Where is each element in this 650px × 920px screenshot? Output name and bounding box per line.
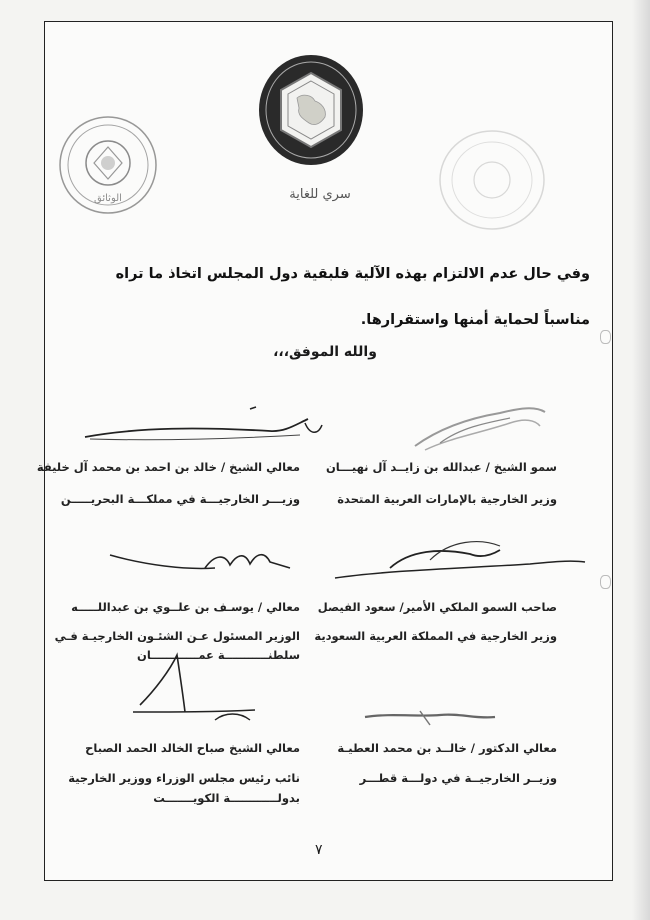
signature-oman — [105, 540, 295, 585]
binder-hole — [600, 330, 611, 344]
signatory-bahrain-title: وزيـــر الخارجيـــة في مملكـــة البحريـــــن — [60, 492, 300, 506]
signatory-qatar-name: معالي الدكتور / خالــد بن محمد العطيـة — [337, 741, 557, 755]
closing-phrase: والله الموفق،،، — [273, 344, 377, 360]
signature-kuwait — [125, 650, 275, 730]
signature-uae — [410, 398, 550, 458]
scan-edge — [632, 0, 650, 920]
signatory-saudi-title: وزير الخارجية في المملكة العربية السعودية — [314, 629, 557, 643]
signatory-bahrain-name: معالي الشيخ / خالد بن احمد بن محمد آل خليفة — [36, 460, 300, 474]
paragraph-line-2: مناسباً لحماية أمنها واستقرارها. — [360, 312, 590, 328]
binder-hole — [600, 575, 611, 589]
signatory-saudi-name: صاحب السمو الملكي الأمير/ سعود الفيصل — [317, 600, 557, 614]
signatory-oman-country: سلطنـــــــــــة عمــــــــــــان — [137, 648, 300, 662]
signature-bahrain — [80, 405, 330, 450]
stamp-text: الوثائق — [94, 193, 122, 204]
signature-saudi — [330, 530, 590, 585]
paragraph-line-1: وفي حال عدم الالتزام بهذه الآلية فلبقية دول المجلس اتخاذ ما تراه — [115, 266, 590, 282]
signature-qatar — [360, 705, 500, 735]
signatory-kuwait-title: نائب رئيس مجلس الوزراء ووزير الخارجية — [68, 771, 300, 785]
archive-seal-icon — [58, 115, 158, 215]
page-number: ٧ — [315, 842, 323, 858]
signatory-kuwait-name: معالي الشيخ صباح الخالد الحمد الصباح — [85, 741, 300, 755]
faded-seal-icon — [437, 128, 547, 233]
classification-label: سري للغاية — [289, 187, 351, 202]
signatory-kuwait-country: بدولــــــــــــة الكويـــــــت — [153, 791, 300, 805]
signatory-uae-name: سمو الشيخ / عبدالله بن زايــد آل نهيـــان — [325, 460, 557, 474]
signatory-uae-title: وزير الخارجية بالإمارات العربية المتحدة — [337, 492, 557, 506]
signatory-oman-name: معالي / يوسـف بن علــوي بن عبداللـــــه — [71, 600, 300, 614]
gcc-emblem-icon — [257, 53, 365, 167]
signatory-qatar-title: وزيــر الخارجيــة في دولـــة قطـــر — [359, 771, 557, 785]
signatory-oman-title: الوزير المسئول عـن الشئـون الخارجيـة فـي — [54, 629, 300, 643]
